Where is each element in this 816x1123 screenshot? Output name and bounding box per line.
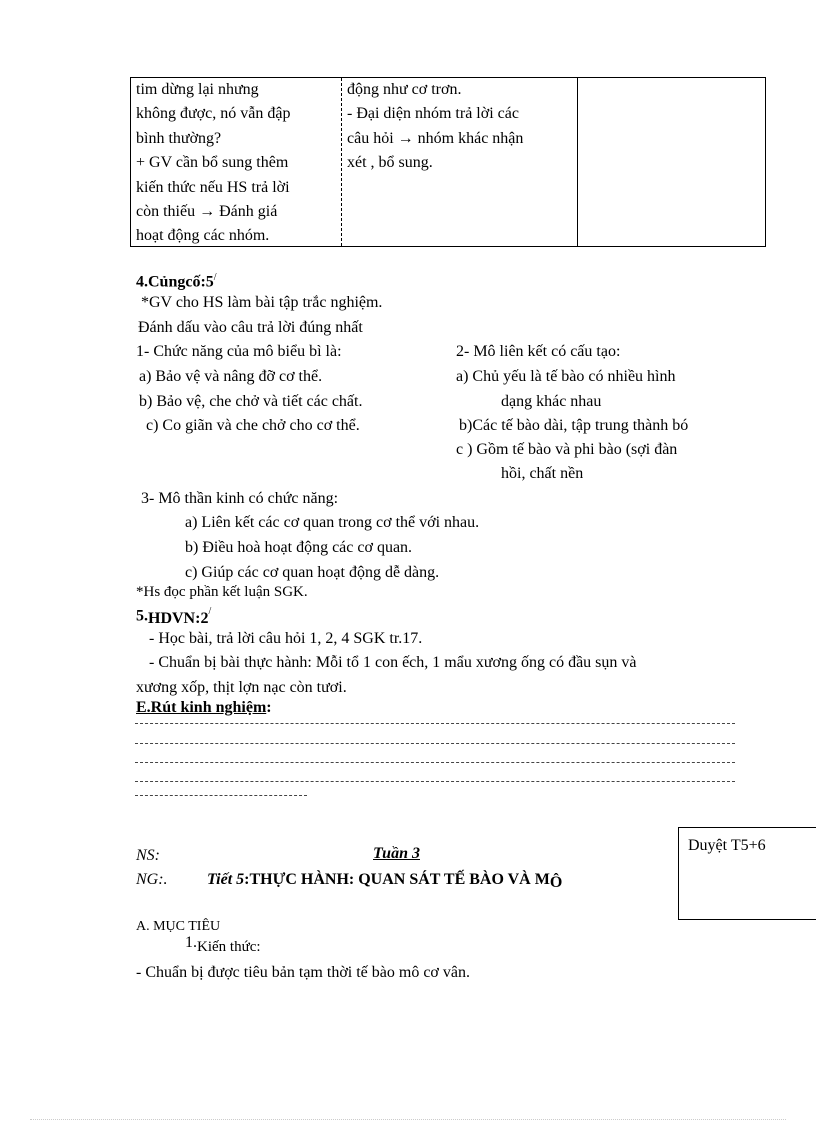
hdvn-heading: 5.HDVN:2/ xyxy=(136,606,212,628)
teacher-column xyxy=(136,78,290,249)
answer-1a: a) Bảo vệ và nâng đỡ cơ thể. xyxy=(139,368,323,385)
question-1: 1- Chức năng của mô biểu bì là: xyxy=(136,343,342,360)
table-line: bình thường? xyxy=(136,129,222,147)
table-divider xyxy=(577,78,578,246)
note-dash-line xyxy=(135,723,735,724)
approval-label: Duyệt T5+6 xyxy=(688,837,766,854)
note-line: *Hs đọc phần kết luận SGK. xyxy=(136,584,308,600)
knowledge-heading: 1.Kiến thức: xyxy=(185,934,261,955)
week-label: Tuần 3 xyxy=(373,845,420,862)
table-line: kiến thức nếu HS trả lời xyxy=(136,178,290,196)
cungco-line: *GV cho HS làm bài tập trắc nghiệm. xyxy=(141,294,383,311)
hdvn-line: - Chuẩn bị bài thực hành: Mỗi tổ 1 con ếch, 1 mẩu xương ống có đầu sụn và xyxy=(149,654,637,671)
knowledge-line: - Chuẩn bị được tiêu bản tạm thời tế bào mô cơ vân. xyxy=(136,964,470,981)
section-muc-tieu: A. MỤC TIÊU xyxy=(136,919,221,934)
table-line: hoạt động các nhóm. xyxy=(136,227,270,245)
table-line: tim dừng lại nhưng xyxy=(136,81,259,98)
answer-2c: c ) Gồm tế bào và phi bào (sợi đàn xyxy=(456,441,678,458)
hdvn-line: xương xốp, thịt lợn nạc còn tươi. xyxy=(136,679,347,696)
hdvn-line: - Học bài, trả lời câu hỏi 1, 2, 4 SGK tr.17. xyxy=(149,630,423,647)
table-line: còn thiếu → Đánh giá xyxy=(136,203,278,221)
student-column xyxy=(347,78,523,176)
table-line: - Đại diện nhóm trả lời các xyxy=(347,105,519,123)
note-dash-line xyxy=(135,781,735,782)
cungco-heading: 4.Củngcố:5/ xyxy=(136,272,217,291)
note-dash-line xyxy=(135,743,735,744)
note-dash-line xyxy=(135,762,735,763)
answer-3c: c) Giúp các cơ quan hoạt động dễ dàng. xyxy=(185,564,440,581)
ng-label: NG:. xyxy=(136,871,168,888)
answer-2a: a) Chủ yếu là tế bào có nhiều hình xyxy=(456,368,676,385)
table-divider-dashed xyxy=(341,78,342,246)
table-line: + GV cần bổ sung thêm xyxy=(136,154,289,172)
question-2: 2- Mô liên kết có cấu tạo: xyxy=(456,343,621,360)
note-dash-line xyxy=(135,795,307,796)
approval-box xyxy=(678,827,816,920)
ns-label: NS: xyxy=(136,847,160,864)
answer-2a-cont: dạng khác nhau xyxy=(501,393,602,410)
answer-3a: a) Liên kết các cơ quan trong cơ thể với nhau. xyxy=(185,514,480,531)
cungco-line: Đánh dấu vào câu trả lời đúng nhất xyxy=(138,319,363,336)
answer-3b: b) Điều hoà hoạt động các cơ quan. xyxy=(185,539,413,556)
question-3: 3- Mô thần kinh có chức năng: xyxy=(141,490,339,507)
activity-table xyxy=(130,77,766,247)
table-line: không được, nó vẫn đập xyxy=(136,105,291,123)
answer-2b: b)Các tế bào dài, tập trung thành bó xyxy=(459,417,689,434)
table-line: câu hỏi → nhóm khác nhận xyxy=(347,129,524,147)
answer-1c: c) Co giãn và che chở cho cơ thể. xyxy=(146,417,360,434)
rut-heading: E.Rút kinh nghiệm: xyxy=(136,699,272,716)
table-line: động như cơ trơn. xyxy=(347,81,462,98)
page-bottom-border xyxy=(30,1119,786,1120)
answer-2c-cont: hồi, chất nền xyxy=(501,465,584,482)
answer-1b: b) Bảo vệ, che chở và tiết các chất. xyxy=(139,393,363,410)
table-line: xét , bổ sung. xyxy=(347,154,433,172)
lesson-title: Tiết 5:THỰC HÀNH: QUAN SÁT TẾ BÀO VÀ MÔ xyxy=(207,871,563,891)
